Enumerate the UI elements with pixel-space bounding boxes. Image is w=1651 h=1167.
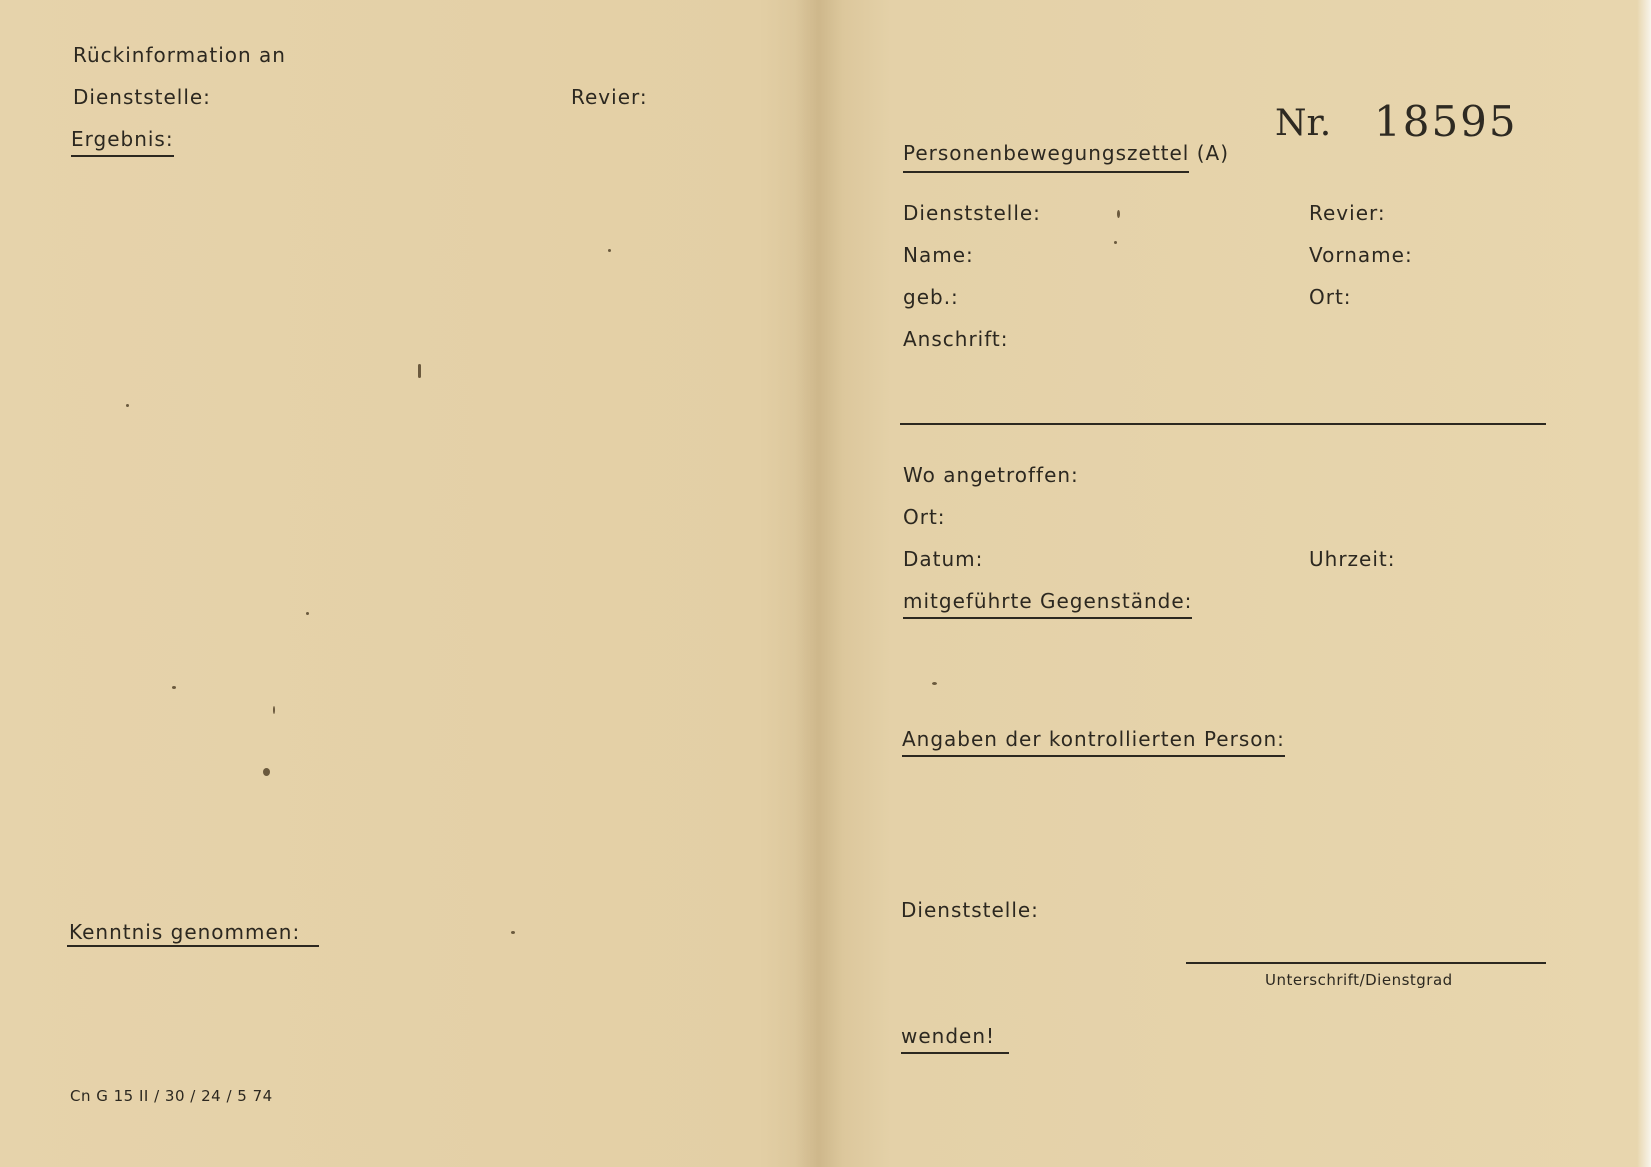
dienststelle2-label: Dienststelle:: [901, 898, 1039, 922]
paper-speck: [263, 768, 270, 776]
anschrift-label: Anschrift:: [903, 327, 1009, 351]
paper-speck: [172, 686, 176, 689]
kenntnis-label: Kenntnis genommen:: [69, 920, 301, 944]
angaben-label: Angaben der kontrollierten Person:: [902, 729, 1285, 757]
paper-speck: [126, 404, 129, 407]
wo-angetroffen-label: Wo angetroffen:: [903, 463, 1079, 487]
rueckinfo-label: Rückinformation an: [73, 43, 286, 67]
geb-label: geb.:: [903, 285, 959, 309]
kenntnis-underline: [67, 945, 319, 947]
vorname-label: Vorname:: [1309, 243, 1413, 267]
unterschrift-caption: Unterschrift/Dienstgrad: [1265, 971, 1453, 989]
uhrzeit-label: Uhrzeit:: [1309, 547, 1396, 571]
paper-speck: [273, 706, 275, 714]
paper-speck: [418, 364, 421, 378]
signature-line: [1186, 962, 1546, 964]
paper-speck: [932, 682, 937, 685]
name-label: Name:: [903, 243, 974, 267]
paper-speck: [511, 931, 515, 934]
left-revier-label: Revier:: [571, 85, 648, 109]
ergebnis-label: Ergebnis:: [71, 129, 174, 157]
datum-label: Datum:: [903, 547, 984, 571]
right-dienststelle-label: Dienststelle:: [903, 201, 1041, 225]
paper-speck: [1117, 210, 1120, 218]
serial-number: 18595: [1374, 97, 1518, 146]
form-title-text: Personenbewegungszettel: [903, 141, 1189, 173]
paper-speck: [1114, 241, 1117, 244]
ort-label: Ort:: [1309, 285, 1352, 309]
form-code: Cn G 15 II / 30 / 24 / 5 74: [70, 1087, 273, 1105]
number-prefix: Nr.: [1275, 103, 1332, 144]
right-revier-label: Revier:: [1309, 201, 1386, 225]
paper-edge: [1637, 0, 1651, 1167]
fold-crease: [795, 0, 843, 1167]
mitgefuehrte-label: mitgeführte Gegenstände:: [903, 591, 1192, 619]
left-dienststelle-label: Dienststelle:: [73, 85, 211, 109]
ort2-label: Ort:: [903, 505, 946, 529]
wenden-label: wenden!: [901, 1026, 1009, 1054]
paper-speck: [306, 612, 309, 615]
form-title-suffix: (A): [1196, 141, 1230, 165]
form-title: [903, 143, 1229, 163]
address-divider: [900, 423, 1546, 425]
paper-speck: [608, 249, 611, 252]
